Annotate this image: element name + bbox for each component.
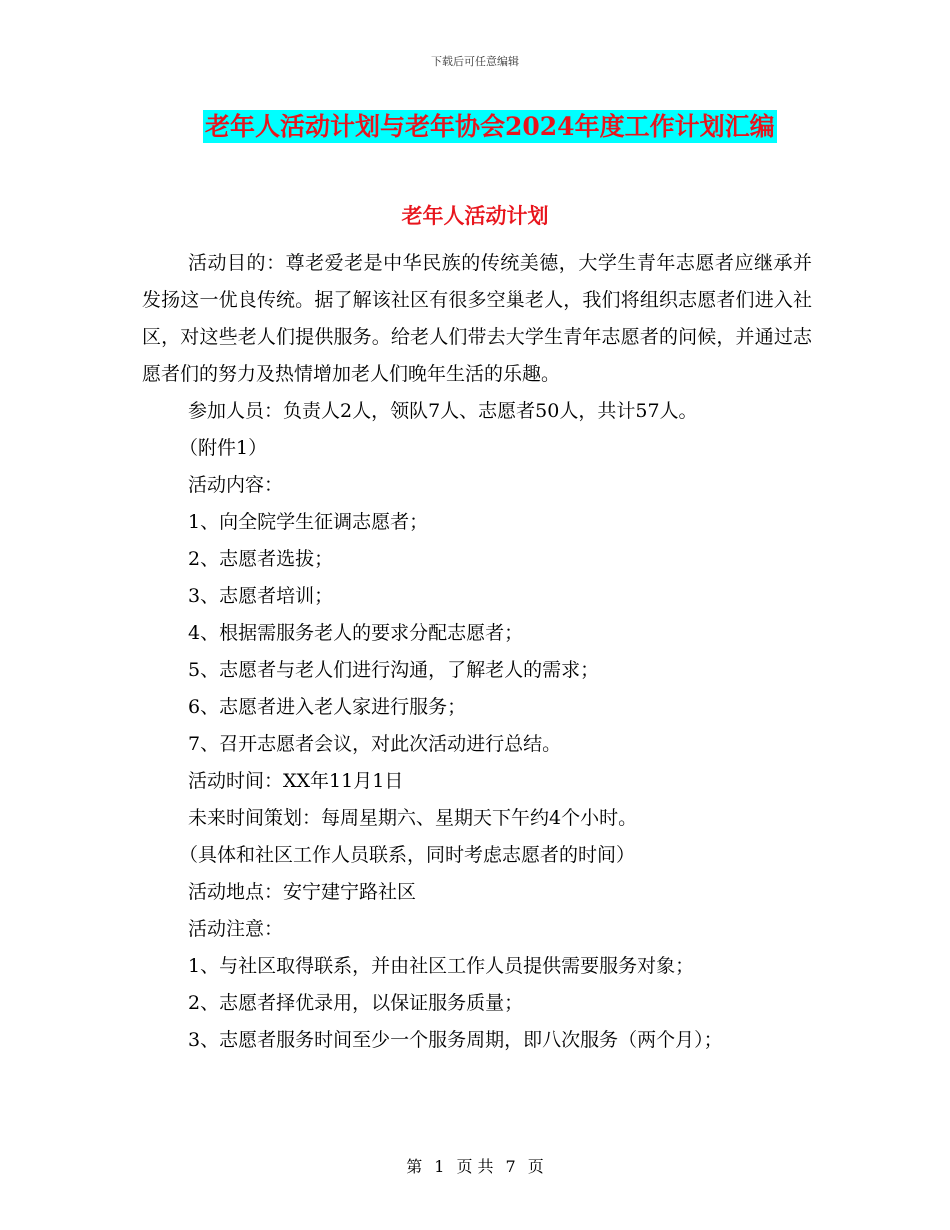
participants-line: 参加人员：负责人2人，领队7人、志愿者50人，共计57人。	[188, 400, 698, 422]
header-note: 下载后可任意编辑	[431, 55, 519, 68]
notes-heading: 活动注意：	[188, 918, 284, 940]
future-plan-line: 未来时间策划：每周星期六、星期天下午约4个小时。	[188, 807, 638, 829]
note-item-2: 2、志愿者择优录用，以保证服务质量；	[188, 992, 524, 1014]
note-item-1: 1、与社区取得联系，并由社区工作人员提供需要服务对象；	[188, 955, 695, 977]
page-footer	[0, 1154, 950, 1177]
attachment-line: （附件1）	[179, 437, 268, 459]
footer-total-pages: 7	[505, 1157, 516, 1176]
footer-page-number: 1	[434, 1157, 445, 1176]
content-item-3: 3、志愿者培训；	[188, 585, 334, 607]
content-heading: 活动内容：	[188, 474, 284, 496]
activity-time-line: 活动时间：XX年11月1日	[188, 770, 404, 792]
note-item-3: 3、志愿者服务时间至少一个服务周期，即八次服务（两个月）；	[188, 1029, 723, 1051]
location-line: 活动地点：安宁建宁路社区	[188, 881, 417, 903]
content-item-6: 6、志愿者进入老人家进行服务；	[188, 696, 467, 718]
content-item-2: 2、志愿者选拔；	[188, 548, 334, 570]
purpose-paragraph: 活动目的：尊老爱老是中华民族的传统美德，大学生青年志愿者应继承并发扬这一优良传统。据了解该社区有很多空巢老人，我们将组织志愿者们进入社区，对这些老人们提供服务。给老人们带去大学生青年志愿者的问候，并通过志愿者们的努力及热情增加老人们晚年生活的乐趣。	[142, 252, 812, 385]
footer-middle: 页 共	[456, 1157, 494, 1176]
content-item-5: 5、志愿者与老人们进行沟通，了解老人的需求；	[188, 659, 600, 681]
content-item-1: 1、向全院学生征调志愿者；	[188, 511, 429, 533]
footer-suffix: 页	[527, 1157, 544, 1176]
future-note-line: （具体和社区工作人员联系，同时考虑志愿者的时间）	[179, 844, 636, 866]
content-item-4: 4、根据需服务老人的要求分配志愿者；	[188, 622, 524, 644]
footer-prefix: 第	[406, 1157, 423, 1176]
content-item-7: 7、召开志愿者会议，对此次活动进行总结。	[188, 733, 562, 755]
document-body	[142, 245, 812, 1059]
document-title: 老年人活动计划与老年协会2024年度工作计划汇编	[205, 112, 775, 141]
section-title: 老年人活动计划	[401, 203, 549, 228]
